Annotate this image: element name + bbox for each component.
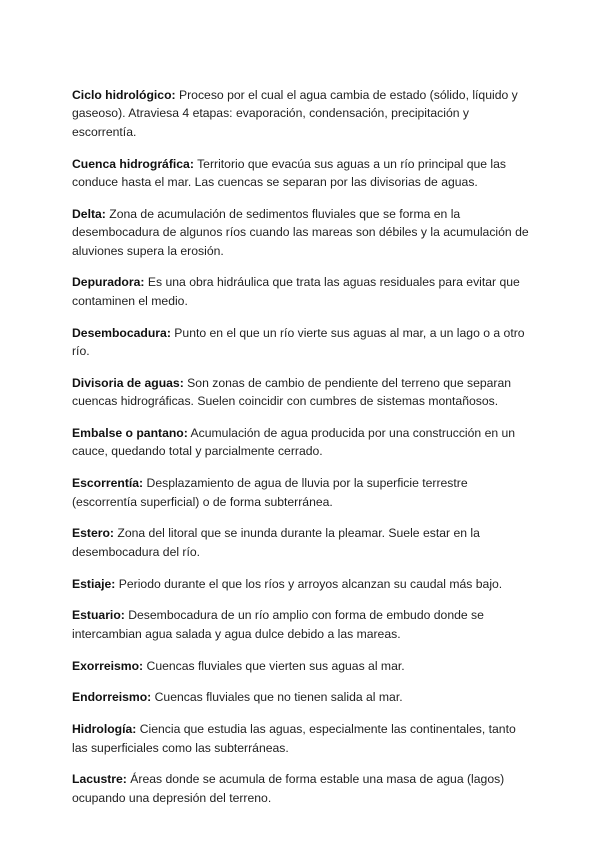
glossary-entry-endorreismo bbox=[72, 688, 532, 706]
glossary-term: Hidrología: bbox=[72, 722, 137, 737]
glossary-definition: Acumulación de agua producida por una construcción en un cauce, quedando total y parcialmente cerrado. bbox=[72, 426, 516, 459]
glossary-term: Cuenca hidrográfica: bbox=[72, 156, 194, 171]
glossary-term: Embalse o pantano: bbox=[72, 426, 188, 441]
glossary-definition: Territorio que evacúa sus aguas a un río principal que las conduce hasta el mar. Las cuencas se separan por las divisorias de aguas. bbox=[72, 156, 507, 190]
glossary-entry-estiaje bbox=[72, 575, 532, 593]
glossary-term: Estuario: bbox=[72, 608, 125, 623]
glossary-entry-delta bbox=[72, 205, 532, 260]
glossary-term: Desembocadura: bbox=[72, 325, 171, 340]
glossary-entry-embalse bbox=[72, 424, 532, 461]
glossary-entry-escorrentia bbox=[72, 474, 532, 511]
glossary-definition: Desplazamiento de agua de lluvia por la superficie terrestre (escorrentía superficial) o de forma subterránea. bbox=[72, 476, 468, 509]
glossary-term: Estiaje: bbox=[72, 576, 116, 591]
glossary-entry-estero bbox=[72, 524, 532, 561]
glossary-term: Endorreismo: bbox=[72, 690, 152, 705]
glossary-definition: Son zonas de cambio de pendiente del terreno que separan cuencas hidrográficas. Suelen coincidir con cumbres de sistemas montañosos. bbox=[72, 375, 512, 409]
glossary-definition: Zona de acumulación de sedimentos fluviales que se forma en la desembocadura de algunos ríos cuando las mareas son débiles y la acumulación de aluviones supera la erosión. bbox=[72, 206, 529, 258]
glossary-entry-exorreismo bbox=[72, 657, 532, 675]
glossary-entry-desembocadura bbox=[72, 324, 532, 361]
glossary-term: Depuradora: bbox=[72, 275, 145, 290]
glossary-term: Exorreismo: bbox=[72, 658, 144, 673]
glossary-definition: Cuencas fluviales que no tienen salida al mar. bbox=[154, 690, 403, 705]
glossary-definition: Periodo durante el que los ríos y arroyos alcanzan su caudal más bajo. bbox=[118, 576, 503, 591]
glossary-definition: Áreas donde se acumula de forma estable una masa de agua (lagos) ocupando una depresión del terreno. bbox=[72, 772, 505, 805]
glossary-entry-cuenca-hidrografica bbox=[72, 155, 532, 192]
glossary-definition: Es una obra hidráulica que trata las aguas residuales para evitar que contaminen el medio. bbox=[72, 275, 520, 308]
glossary-term: Ciclo hidrológico: bbox=[72, 88, 176, 102]
glossary-entry-depuradora bbox=[72, 273, 532, 310]
glossary-term: Lacustre: bbox=[72, 772, 127, 787]
glossary-term: Escorrentía: bbox=[72, 476, 144, 491]
glossary-definition: Desembocadura de un río amplio con forma de embudo donde se intercambian agua salada y agua dulce debido a las mareas. bbox=[72, 608, 484, 641]
glossary-entry-hidrologia bbox=[72, 720, 532, 757]
glossary-entry-divisoria-de-aguas bbox=[72, 374, 532, 411]
glossary-entry-ciclo-hidrologico bbox=[72, 86, 532, 141]
glossary-entry-estuario bbox=[72, 606, 532, 643]
glossary-definition: Cuencas fluviales que vierten sus aguas al mar. bbox=[146, 658, 405, 673]
glossary-term: Divisoria de aguas: bbox=[72, 375, 184, 390]
glossary-term: Estero: bbox=[72, 526, 114, 541]
glossary-term: Delta: bbox=[72, 206, 106, 221]
glossary-entry-lacustre bbox=[72, 770, 532, 807]
glossary-definition: Ciencia que estudia las aguas, especialmente las continentales, tanto las superficiales como las subterráneas. bbox=[72, 722, 516, 755]
glossary-definition: Punto en el que un río vierte sus aguas al mar, a un lago o a otro río. bbox=[72, 325, 525, 359]
glossary-definition: Proceso por el cual el agua cambia de estado (sólido, líquido y gaseoso). Atraviesa 4 etapas: evaporación, condensación, precipitación y escorrentía. bbox=[72, 88, 518, 139]
glossary-definition: Zona del litoral que se inunda durante la pleamar. Suele estar en la desembocadura del río. bbox=[72, 526, 480, 559]
glossary bbox=[72, 86, 532, 821]
